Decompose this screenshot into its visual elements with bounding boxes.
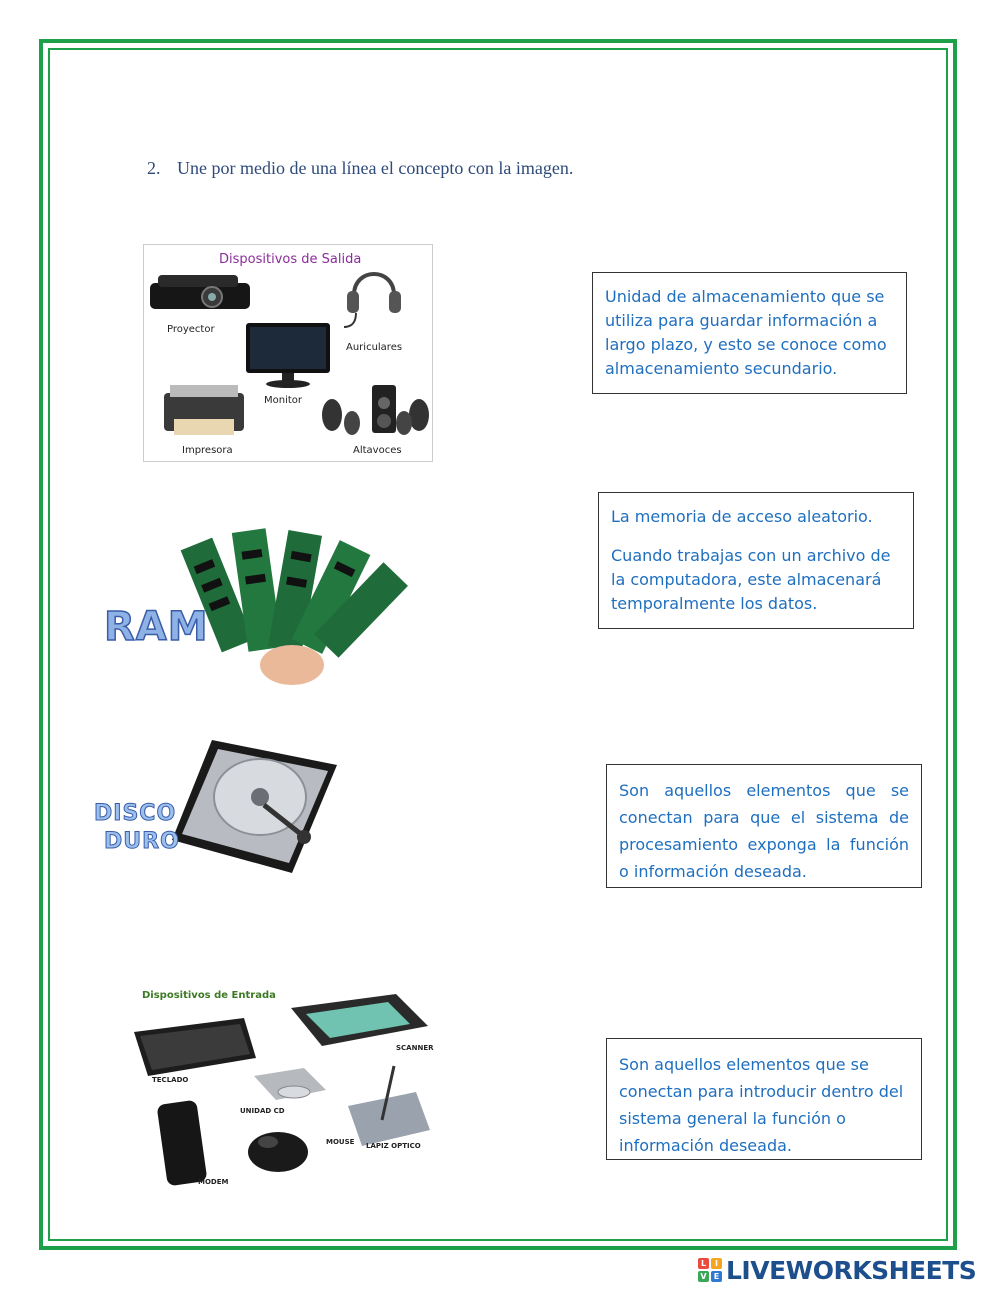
printer-icon bbox=[164, 385, 244, 435]
speakers-label: Altavoces bbox=[353, 445, 402, 456]
concept-box-input-text: Son aquellos elementos que se conectan para introducir dentro del sistema general la función o información deseada. bbox=[619, 1055, 904, 1155]
headphones-label: Auriculares bbox=[346, 342, 403, 353]
headphones-icon bbox=[344, 274, 401, 327]
concept-box-storage[interactable] bbox=[592, 272, 907, 394]
optical-drive-icon bbox=[254, 1068, 326, 1100]
scanner-label: SCANNER bbox=[396, 1044, 434, 1052]
modem-icon bbox=[156, 1100, 207, 1187]
output-devices-title: Dispositivos de Salida bbox=[219, 252, 362, 267]
instruction bbox=[147, 158, 573, 179]
hard-disk-image[interactable] bbox=[92, 735, 342, 880]
liveworksheets-logo-icon bbox=[698, 1258, 722, 1282]
modem-label: MODEM bbox=[198, 1178, 229, 1186]
output-devices-image[interactable] bbox=[143, 244, 433, 462]
keyboard-icon bbox=[134, 1018, 256, 1076]
hard-disk-icon bbox=[172, 740, 337, 873]
logo-letter-i: I bbox=[711, 1258, 722, 1269]
input-devices-image[interactable] bbox=[126, 980, 441, 1197]
instruction-number: 2. bbox=[147, 158, 161, 178]
ram-label: RAM bbox=[104, 604, 209, 650]
ram-modules-icon bbox=[181, 528, 408, 658]
mouse-label: MOUSE bbox=[326, 1138, 355, 1146]
input-devices-illustration bbox=[126, 980, 441, 1197]
monitor-icon bbox=[246, 323, 330, 388]
concept-box-output[interactable] bbox=[606, 764, 922, 888]
tablet-pen-icon bbox=[348, 1066, 430, 1146]
ram-illustration bbox=[100, 520, 410, 685]
concept-box-ram-line1: La memoria de acceso aleatorio. bbox=[611, 507, 873, 526]
concept-box-storage-text: Unidad de almacenamiento que se utiliza para guardar información a largo plazo, y esto se conoce como almacenamiento secundario. bbox=[605, 287, 887, 378]
concept-box-output-text: Son aquellos elementos que se conectan para que el sistema de procesamiento exponga la función o información deseada. bbox=[619, 781, 909, 881]
logo-letter-e: E bbox=[711, 1271, 722, 1282]
concept-box-input[interactable] bbox=[606, 1038, 922, 1160]
logo-letter-l: L bbox=[698, 1258, 709, 1269]
pen-label: LAPIZ OPTICO bbox=[366, 1142, 421, 1150]
speakers-icon bbox=[322, 385, 429, 435]
keyboard-label: TECLADO bbox=[152, 1076, 189, 1084]
output-devices-illustration bbox=[144, 245, 432, 461]
scanner-icon bbox=[291, 994, 428, 1046]
projector-label: Proyector bbox=[167, 324, 215, 335]
hard-disk-label-line2: DURO bbox=[104, 829, 180, 854]
printer-label: Impresora bbox=[182, 445, 233, 456]
logo-letter-v: V bbox=[698, 1271, 709, 1282]
liveworksheets-logo[interactable] bbox=[698, 1256, 976, 1284]
concept-box-ram[interactable] bbox=[598, 492, 914, 629]
drive-label: UNIDAD CD bbox=[240, 1107, 285, 1115]
concept-box-ram-line2: Cuando trabajas con un archivo de la computadora, este almacenará temporalmente los datos. bbox=[611, 546, 891, 613]
input-devices-title: Dispositivos de Entrada bbox=[142, 990, 276, 1001]
projector-icon bbox=[150, 275, 250, 309]
liveworksheets-logo-text: LIVEWORKSHEETS bbox=[726, 1255, 977, 1285]
hard-disk-label-line1: DISCO bbox=[94, 801, 177, 826]
mouse-icon bbox=[248, 1132, 308, 1172]
monitor-label: Monitor bbox=[264, 395, 303, 406]
ram-image[interactable] bbox=[100, 520, 410, 685]
hand-icon bbox=[260, 645, 324, 685]
instruction-text: Une por medio de una línea el concepto con la imagen. bbox=[177, 158, 574, 178]
